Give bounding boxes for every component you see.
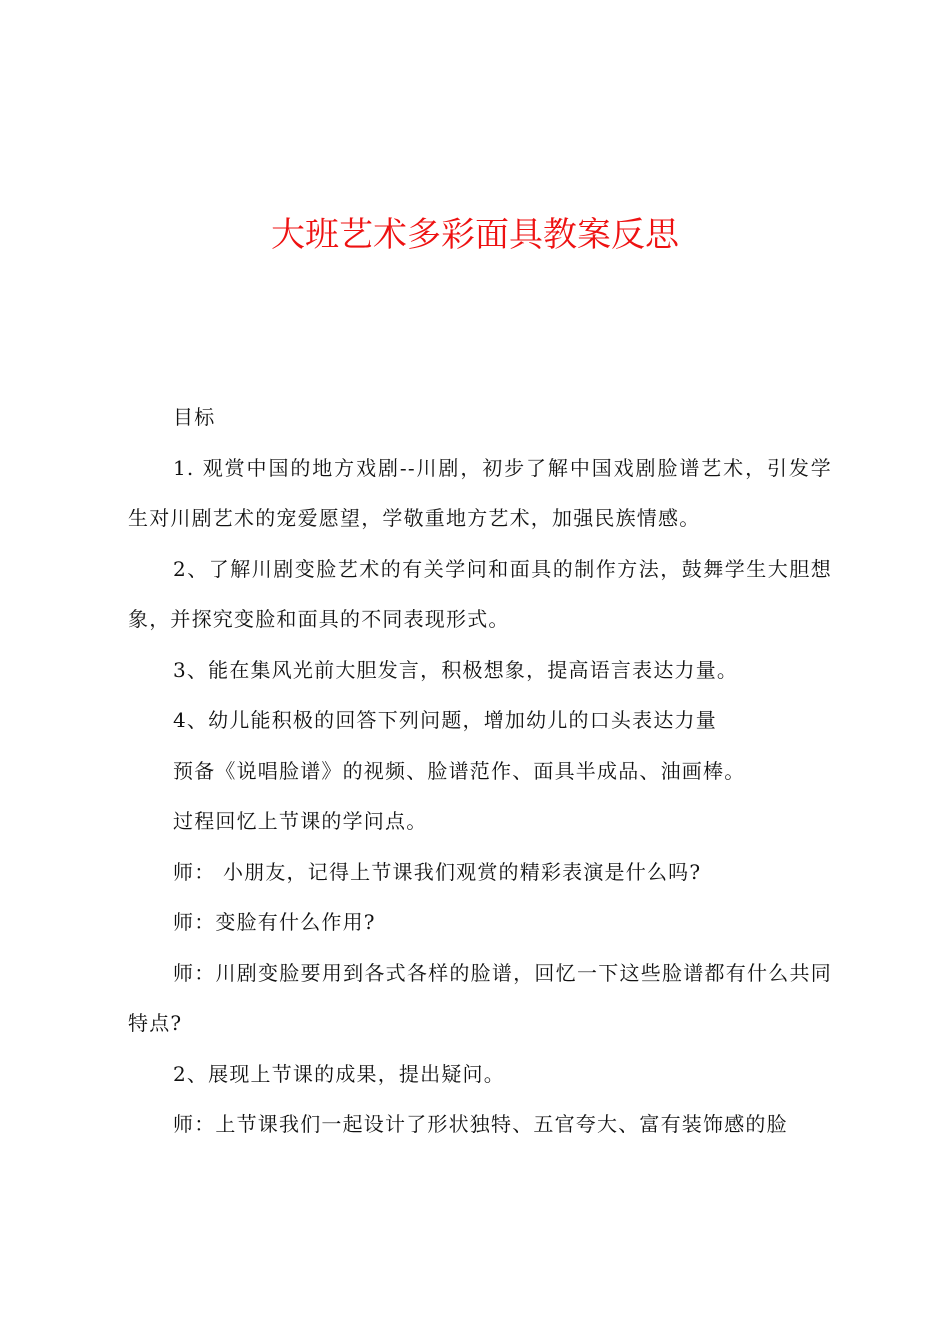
paragraph-goal-4: 4、幼儿能积极的回答下列问题，增加幼儿的口头表达力量 xyxy=(173,708,717,732)
document-title: 大班艺术多彩面具教案反思 xyxy=(271,215,679,255)
paragraph-goal-2: 2、了解川剧变脸艺术的有关学问和面具的制作方法，鼓舞学生大胆想象，并探究变脸和面具的不同表现形式。 xyxy=(128,556,832,631)
paragraph-preparation: 预备《说唱脸谱》的视频、脸谱范作、面具半成品、油画棒。 xyxy=(173,758,746,783)
paragraph-step-2: 2、展现上节课的成果，提出疑问。 xyxy=(173,1061,505,1086)
paragraph-goal-3: 3、能在集风光前大胆发言，积极想象，提高语言表达力量。 xyxy=(173,657,739,682)
paragraph-goal-1: 1. 观赏中国的地方戏剧--川剧，初步了解中国戏剧脸谱艺术，引发学生对川剧艺术的宠爱愿望，学敬重地方艺术，加强民族情感。 xyxy=(128,455,832,530)
paragraph-goals-heading: 目标 xyxy=(173,405,216,429)
paragraph-teacher-question-3: 师：川剧变脸要用到各式各样的脸谱，回忆一下这些脸谱都有什么共同特点? xyxy=(128,960,832,1035)
paragraph-teacher-question-1: 师： 小朋友，记得上节课我们观赏的精彩表演是什么吗? xyxy=(173,859,702,884)
paragraph-process: 过程回忆上节课的学问点。 xyxy=(173,809,428,833)
document-body xyxy=(128,392,832,1150)
paragraph-teacher-statement: 师：上节课我们一起设计了形状独特、五官夸大、富有装饰感的脸 xyxy=(173,1112,788,1136)
paragraph-teacher-question-2: 师：变脸有什么作用? xyxy=(173,910,376,934)
